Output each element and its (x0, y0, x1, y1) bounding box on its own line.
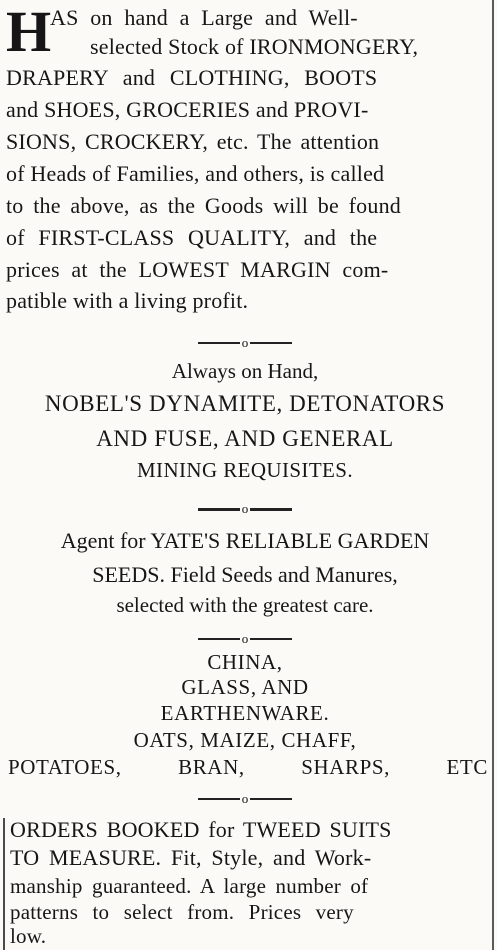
separator: o (0, 792, 490, 806)
goods-line-2: GLASS, AND (181, 675, 309, 699)
intro-line-7: to the above, as the Goods will be found (6, 193, 401, 218)
intro-line-5: SIONS, CROCKERY, etc. The attention (6, 129, 380, 154)
intro-line-10: patible with a living profit. (6, 288, 249, 313)
drop-cap: H (6, 0, 52, 64)
goods-line-5 (8, 755, 488, 780)
goods-line-3: EARTHENWARE. (160, 701, 330, 725)
intro-line-8: of FIRST-CLASS QUALITY, and the (6, 225, 378, 250)
separator: o (0, 336, 490, 350)
tweed-line-4: patterns to select from. Prices very (10, 900, 354, 924)
goods-line-4: OATS, MAIZE, CHAFF, (133, 728, 357, 752)
intro-line-9: prices at the LOWEST MARGIN com- (6, 257, 389, 282)
separator: o (0, 632, 490, 646)
intro-line-3: DRAPERY and CLOTHING, BOOTS (6, 65, 378, 90)
seeds-line-1: Agent for YATE'S RELIABLE GARDEN (60, 528, 430, 553)
goods-line-1: CHINA, (207, 650, 283, 674)
goods-word: BRAN, (178, 755, 245, 779)
mining-line-1: Always on Hand, (171, 359, 319, 383)
goods-word: ETC (446, 755, 488, 779)
mining-line-4: MINING REQUISITES. (136, 458, 354, 482)
intro-line-6: of Heads of Families, and others, is called (6, 161, 385, 186)
tweed-line-3: manship guaranteed. A large number of (10, 874, 369, 898)
seeds-line-3: selected with the greatest care. (116, 593, 374, 617)
goods-word: SHARPS, (301, 755, 391, 779)
tweed-line-1: ORDERS BOOKED for TWEED SUITS (10, 817, 392, 842)
mining-line-3: AND FUSE, AND GENERAL (96, 426, 394, 451)
separator: o (0, 502, 490, 516)
tweed-line-5: low. (10, 924, 47, 948)
intro-line-4: and SHOES, GROCERIES and PROVI- (6, 97, 369, 122)
column-rule-right (492, 0, 494, 950)
seeds-line-2: SEEDS. Field Seeds and Manures, (92, 562, 398, 587)
goods-word: POTATOES, (8, 755, 122, 779)
tweed-line-2: TO MEASURE. Fit, Style, and Work- (10, 845, 372, 870)
intro-line-2: selected Stock of IRONMONGERY, (90, 34, 419, 59)
intro-line-1: AS on hand a Large and Well- (50, 5, 358, 30)
mining-line-2: NOBEL'S DYNAMITE, DETONATORS (44, 391, 446, 416)
column-rule-left (3, 818, 5, 950)
